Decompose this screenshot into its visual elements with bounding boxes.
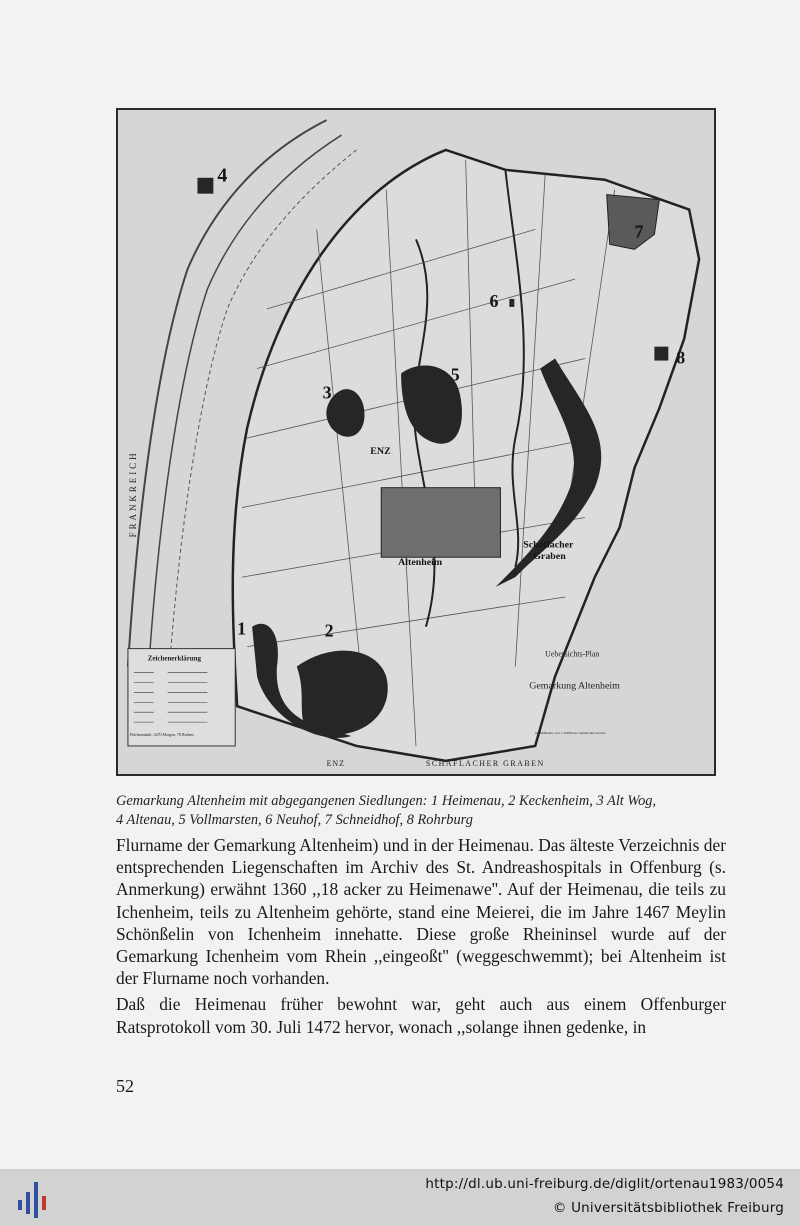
plan-title-2: Gemarkung Altenheim bbox=[529, 680, 620, 692]
site-label-2: 2 bbox=[324, 620, 334, 641]
scale-note: im Maßstabe von 1:10000 der natürlichen Grösse bbox=[535, 731, 606, 736]
site-label-5: 5 bbox=[450, 364, 460, 385]
site-label-6: 6 bbox=[489, 290, 499, 311]
viewer-footer bbox=[0, 1169, 800, 1226]
legend-footer: Flächeninhalt: 3470 Morgen. 78 Ruthen bbox=[129, 732, 194, 738]
historical-map bbox=[116, 108, 716, 776]
copyright-text: © Universitätsbibliothek Freiburg bbox=[552, 1200, 784, 1216]
bottom-label-enz: ENZ bbox=[326, 758, 346, 768]
caption-line-2: 4 Altenau, 5 Vollmarsten, 6 Neuhof, 7 Schneidhof, 8 Rohrburg bbox=[116, 812, 473, 828]
river-label-frankreich: FRANKREICH bbox=[127, 450, 138, 538]
place-label-schaflacher-1: Schaflacher bbox=[523, 539, 574, 551]
site-label-3: 3 bbox=[322, 382, 332, 403]
site-rohrburg bbox=[654, 347, 668, 361]
document-url-link[interactable]: http://dl.ub.uni-freiburg.de/diglit/ortenau1983/0054 bbox=[425, 1176, 784, 1192]
plan-title-1: Uebersichts-Plan bbox=[545, 649, 600, 659]
site-label-8: 8 bbox=[676, 347, 686, 368]
map-illustration bbox=[118, 110, 714, 774]
site-neuhof bbox=[509, 299, 514, 307]
bottom-label-graben: SCHAFLACHER GRABEN bbox=[425, 758, 545, 768]
site-label-7: 7 bbox=[634, 221, 644, 242]
legend-title: Zeichenerklärung bbox=[147, 654, 201, 663]
site-label-1: 1 bbox=[237, 618, 247, 639]
place-label-enz: ENZ bbox=[370, 445, 391, 457]
place-label-schaflacher-2: Graben bbox=[533, 551, 566, 563]
page-number: 52 bbox=[116, 1076, 134, 1096]
figure-caption bbox=[116, 792, 728, 830]
place-label-altenheim: Altenheim bbox=[398, 557, 443, 569]
caption-line-1: Gemarkung Altenheim mit abgegangenen Siedlungen: 1 Heimenau, 2 Keckenheim, 3 Alt Wog, bbox=[116, 793, 657, 809]
site-altenau bbox=[197, 178, 213, 194]
village-altenheim bbox=[381, 488, 500, 558]
body-text bbox=[116, 834, 726, 1038]
paragraph-1: Flurname der Gemarkung Altenheim) und in der Heimenau. Das älteste Verzeichnis der entsprechenden Liegenschaften im Archiv des St. Andreashospitals in Offenburg (s. Anmerkung) erwähnt 1360 ,,18 acker zu Heimenawe''. Auf der Heimenau, die teils zu Ichenheim, teils zu Altenheim gehörte, stand eine Meierei, die im Jahre 1467 Meylin Schönßelin von Ichenheim innehatte. Diese große Rheininsel wurde auf der Gemarkung Ichenheim vom Rhein ,,eingeoßt'' (weggeschwemmt); bei Altenheim ist der Flurname noch vorhanden. bbox=[116, 835, 726, 989]
site-label-4: 4 bbox=[217, 164, 228, 187]
ub-freiburg-logo-icon bbox=[14, 1178, 54, 1220]
paragraph-2: Daß die Heimenau früher bewohnt war, geht auch aus einem Offenburger Ratsprotokoll vom 30. Juli 1472 hervor, wonach ,,solange ihnen gedenke, in bbox=[116, 994, 726, 1037]
